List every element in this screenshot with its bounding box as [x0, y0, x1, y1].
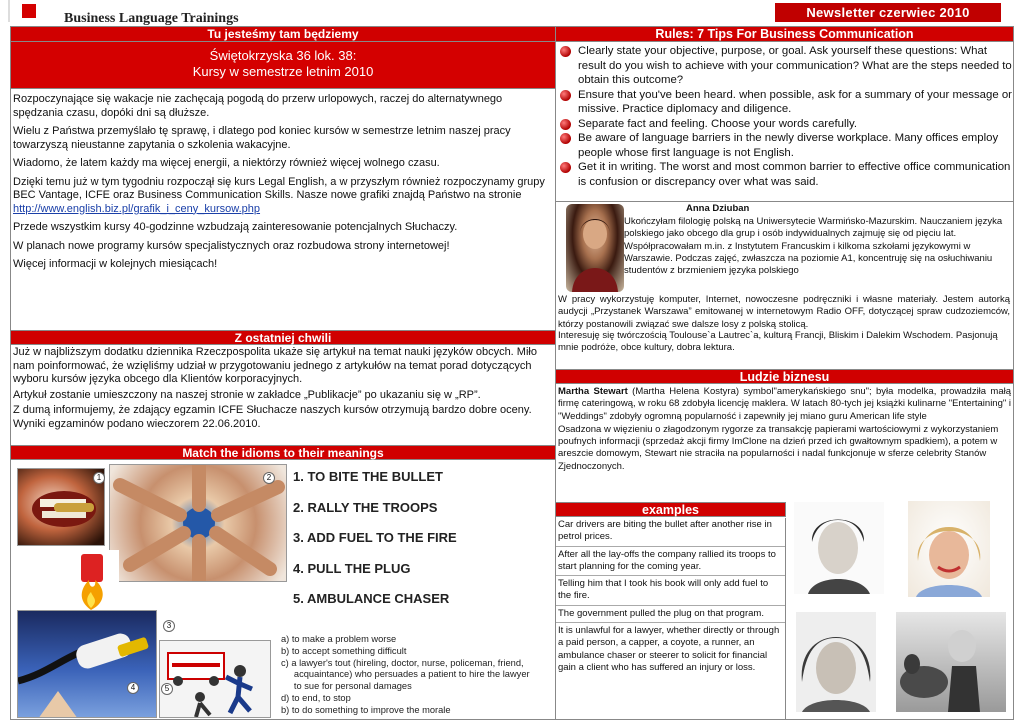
- courses-link[interactable]: http://www.english.biz.pl/grafik_i_ceny_kursow.php: [13, 202, 261, 215]
- idiom-item: 4. PULL THE PLUG: [293, 560, 411, 576]
- example-item: The government pulled the plug on that program.: [556, 606, 785, 623]
- person-name: Martha Stewart: [558, 386, 628, 397]
- teacher-bio: Ukończyłam filologię polską na Uniwersytecie Warmińsko-Mazurskim. Nauczaniem języka polskiego jako obcego dla grup i osób indywidualnych zajmuję się od pięciu lat. Współpracowałam m.in. z Instytutem Francuskim i kilkoma szkołami językowymi w Warszawie. Podczas zajęć, zwłaszcza na poziomie A1, koncentruję się na osłuchiwaniu studentów z brzmieniem języka polskiego: [624, 216, 1003, 277]
- meaning-item: b) to accept something difficult: [281, 645, 407, 656]
- bio-paragraph: Osadzona w więzieniu o złagodzonym rygorze za transakcję papierami wartościowymi z wykorzystaniem poufnych informacji (sprzedaż akcji firmy ImClone na dzień przed ich gwałtownym spadkiem), a potem w areszcie domowym, Stewart nie straciła na popularności i nadal funkcjonuje w sferze celebrity Stanów Zjednoczonych.: [558, 423, 999, 472]
- section-title-business: Ludzie biznesu: [556, 369, 1013, 384]
- bullet-icon: [560, 46, 571, 57]
- example-item: Telling him that I took his book will only add fuel to the fire.: [556, 576, 785, 606]
- paragraph: Wielu z Państwa przemyślało tę sprawę, i dlatego pod koniec kursów w semestrze letnim naszej pracy towarzyszą nieustanne zapytania o szkolenia wakacyjne.: [13, 125, 511, 151]
- example-item: It is unlawful for a lawyer, whether directly or through a paid person, a capper, a coyote, a runner, an ambulance chaser or steerer to solicit for financial gain a client who has suffered an injury or loss.: [558, 625, 780, 673]
- intro-text: [11, 89, 555, 330]
- meanings-list: [281, 634, 553, 717]
- paragraph: Już w najbliższym dodatku dziennika Rzeczpospolita ukaże się artykuł na temat nauki języków obcych. Miło nam poinformować, że wzięliśmy udział w przygotowaniu jednego z artykułów na temat porad dotyczących wyboru kursów języka obcego dla Klientów korporacyjnych.: [13, 346, 537, 385]
- tip-item: [556, 44, 1013, 88]
- meaning-item: acquaintance) who persuades a patient to hire the lawyer: [281, 669, 530, 680]
- number-badge: 1: [93, 472, 105, 484]
- tip-item: [556, 160, 1013, 189]
- bio-text: (Martha Helena Kostyra) symbol"amerykańskiego snu"; była modelka, prowadziła małą firmę cateringową, w roku 68 zdobyła licencję maklera. W latach 80-tych jej książki kulinarne "Entertaining" i "Weddings" zdobyły ogromną popularność i zapewniły jej miano guru American life style: [558, 386, 1012, 422]
- martha-young-photo: [794, 502, 884, 594]
- section-title-tips: Rules: 7 Tips For Business Communication: [556, 27, 1013, 42]
- examples-list: [556, 518, 786, 719]
- paragraph: Przede wszystkim kursy 40-godzinne wzbudzają zainteresowanie potencjalnych Słuchaczy.: [13, 221, 458, 233]
- hands-icon: [110, 465, 287, 582]
- teacher-photo: [566, 204, 624, 292]
- martha-model-photo: [796, 612, 876, 712]
- left-column: [11, 27, 555, 722]
- tip-item: [556, 131, 1013, 160]
- bullet-icon: [560, 90, 571, 101]
- idioms-list: [293, 462, 553, 615]
- paragraph-text: Dzięki temu już w tym tygodniu rozpoczął się kurs Legal English, a w przyszłym również rozpoczynamy grupy BEC Vantage, ICFE oraz Business Communication Skills. Nasze nowe grafiki znajdą Państwo na stronie: [13, 175, 545, 201]
- address-banner: [11, 42, 555, 89]
- number-badge: 5: [161, 683, 173, 695]
- paragraph: Wiadomo, że latem każdy ma więcej energii, a niektórzy również więcej wolnego czasu.: [13, 157, 440, 169]
- idiom-item: 2. RALLY THE TROOPS: [293, 499, 438, 515]
- portrait-icon: [796, 612, 876, 712]
- brand-name: Business Language Trainings: [64, 11, 239, 26]
- idiom-item: 5. AMBULANCE CHASER: [293, 591, 450, 606]
- meaning-item: c) a lawyer's tout (hireling, doctor, nurse, policeman, friend,: [281, 657, 524, 668]
- newsletter-title: Newsletter czerwiec 2010: [775, 3, 1001, 22]
- example-item: Car drivers are biting the bullet after another rise in petrol prices.: [556, 518, 785, 547]
- teacher-bio: W pracy wykorzystuję komputer, Internet, nowoczesne podręczniki i własne materiały. Jestem autorką audycji „Przystanek Warszawa” emitowanej w internetowym Radio OFF, dotyczącej spraw cudzoziemców, którzy postanowili związać swe dalsze losy z polską stolicą.: [558, 294, 1010, 330]
- tip-item: [556, 88, 1013, 117]
- number-badge: 2: [263, 472, 275, 484]
- fuel-fire-image: [71, 550, 119, 610]
- bullet-bite-image: [17, 468, 105, 546]
- idiom-item: 1. TO BITE THE BULLET: [293, 469, 443, 484]
- address-line: Świętokrzyska 36 lok. 38:: [209, 48, 357, 63]
- meaning-item: to sue for personal damages: [281, 681, 412, 692]
- bullet-icon: [560, 119, 571, 130]
- tips-list: [556, 42, 1013, 201]
- number-badge: 4: [127, 682, 139, 694]
- news-text: [11, 345, 555, 445]
- tip-text: Clearly state your objective, purpose, or goal. Ask yourself these questions: What result do you wish to achieve with your communication? What are the steps needed to obtain this outcome?: [578, 45, 1012, 86]
- ambulance-icon: [160, 641, 271, 718]
- meaning-item: b) to do something to improve the morale: [281, 704, 451, 715]
- logo-square: [22, 4, 36, 18]
- teacher-interests: Interesuję się twórczością Toulouse`a Lautrec`a, kulturą Francji, Bliskim i Dalekim Wschodem. Pasjonują mnie podróże, obce kultury, dobra lektura.: [558, 330, 998, 354]
- portrait-icon: [908, 501, 990, 597]
- bullet-icon: [560, 133, 571, 144]
- meaning-item: a) to make a problem worse: [281, 634, 397, 644]
- hands-together-image: [109, 464, 287, 582]
- meaning-item: d) to end, to stop: [281, 692, 351, 703]
- right-column: [556, 27, 1013, 673]
- section-title-location: Tu jesteśmy tam będziemy: [11, 27, 555, 42]
- pull-plug-image: [17, 610, 157, 718]
- teacher-profile: [556, 201, 1013, 369]
- ambulance-chaser-image: [159, 640, 271, 718]
- courses-line: Kursy w semestrze letnim 2010: [192, 64, 374, 79]
- paragraph: Z dumą informujemy, że zdający egzamin ICFE Słuchacze naszych kursów otrzymują bardzo dobre oceny. Wyniki egzaminów podano wieczorem 22.06.2010.: [13, 404, 532, 430]
- section-title-examples: examples: [556, 502, 786, 517]
- teacher-name: Anna Dziuban: [686, 203, 750, 214]
- tip-text: Ensure that you've been heard. when possible, ask for a summary of your message or missive. Practice diplomacy and diligence.: [578, 88, 1012, 115]
- paragraph: Artykuł zostanie umieszczony na naszej stronie w zakładce „Publikacje” po ukazaniu się w „RP”.: [13, 388, 481, 401]
- bullet-icon: [560, 162, 571, 173]
- portrait-icon: [566, 204, 624, 292]
- idiom-item: 3. ADD FUEL TO THE FIRE: [293, 530, 457, 545]
- bio-paragraph: [558, 386, 1011, 423]
- idioms-area: [11, 460, 555, 722]
- martha-pets-photo: [896, 612, 1006, 712]
- paragraph: [11, 176, 555, 217]
- section-title-news: Z ostatniej chwili: [11, 330, 555, 345]
- portrait-icon: [896, 612, 1006, 712]
- tip-item: [556, 117, 1013, 132]
- section-title-idioms: Match the idioms to their meanings: [11, 445, 555, 460]
- tip-text: Separate fact and feeling. Choose your words carefully.: [578, 117, 858, 130]
- business-person: [556, 384, 1013, 513]
- logo-decoration: [8, 0, 10, 22]
- example-item: After all the lay-offs the company rallied its troops to start planning for the coming year.: [556, 547, 785, 577]
- newsletter-grid: [10, 26, 1014, 720]
- teeth-bullet-icon: [18, 469, 105, 546]
- tip-text: Be aware of language barriers in the newly diverse workplace. Many offices employ people whose first language is not English.: [578, 132, 999, 159]
- paragraph: W planach nowe programy kursów specjalistycznych oraz rozbudowa strony internetowej!: [13, 239, 450, 252]
- plug-icon: [18, 611, 157, 718]
- number-badge: 3: [163, 620, 175, 632]
- paragraph: Rozpoczynające się wakacje nie zachęcają pogodą do przerw urlopowych, raczej do alternatywnego spędzania czasu, dopóki dni są dłuższe.: [13, 93, 503, 119]
- tip-text: Get it in writing. The worst and most common barrier to effective office communication is confusion or discrepancy over what was said.: [578, 161, 1011, 188]
- martha-photo: [908, 501, 990, 597]
- fire-icon: [71, 550, 119, 610]
- portrait-icon: [794, 502, 884, 594]
- paragraph: Więcej informacji w kolejnych miesiącach!: [13, 258, 218, 270]
